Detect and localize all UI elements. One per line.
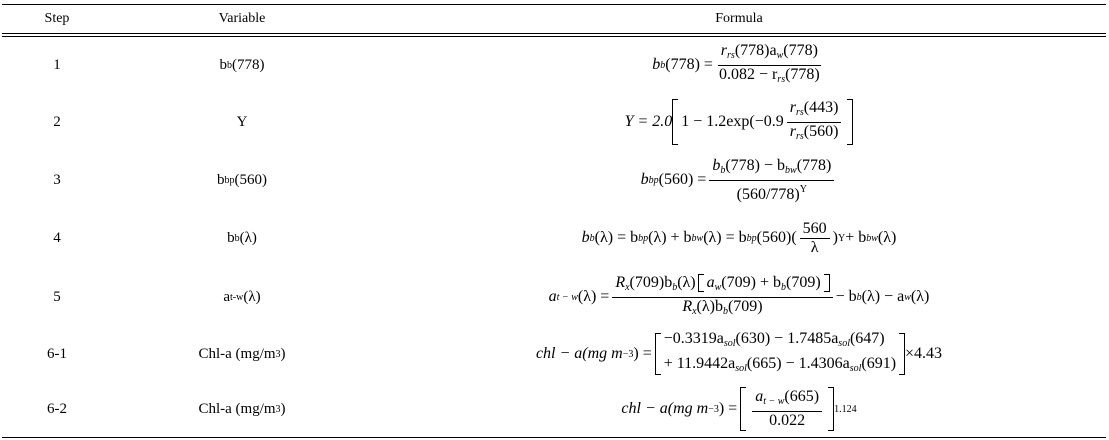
formula-4: b b (λ) = b bp (λ) + b bw (λ) = b bp (560)( $\frac{560}{\lambda}$ ) Y + b bw (λ) xyxy=(581,219,897,256)
table-row xyxy=(2,268,1106,326)
table-row xyxy=(2,210,1106,266)
table-row xyxy=(2,152,1106,208)
step-cell: 6-2 xyxy=(47,400,67,417)
formula-cell xyxy=(372,382,1106,436)
formula-3: b bp (560) = $\frac{b_b(778) - b_{bw}(778)}{(560/778)^Y}$ xyxy=(641,157,838,204)
table-row xyxy=(2,328,1106,380)
formula-1: b b (778) = $\frac{r_{rs}(778)a_w(778)}{0.082 - r_{rs}(778)}$ xyxy=(652,41,820,85)
formula-cell xyxy=(372,328,1106,380)
formula-cell xyxy=(372,94,1106,150)
step-cell: 1 xyxy=(53,56,61,73)
formula-5: a t − w (λ) = $\frac{R_x(709)b_b(\lambda) a_w(709) + b_b(709)}{R_x(\lambda)b_b(709)}$ − b b (λ) − a w (λ) xyxy=(548,273,930,317)
header-formula: Formula xyxy=(715,11,763,26)
formula-cell xyxy=(372,38,1106,92)
variable-cell: b bp (560) xyxy=(217,171,267,188)
header-step: Step xyxy=(44,11,70,26)
header-variable: Variable xyxy=(218,11,266,26)
header-rule-2 xyxy=(2,36,1106,37)
step-cell: 2 xyxy=(53,113,61,130)
variable-cell: Chl-a (mg/m 3 ) xyxy=(198,400,286,417)
variable-cell: b b (778) xyxy=(219,56,265,73)
step-cell: 5 xyxy=(53,288,61,305)
formula-6-1: chl − a(mg m −3 ) = $-0.3319a_{sol}(630) - 1.7485a_{sol}(647)$ + $11.9442a_{sol}(665) - 1.4306a_{sol}(691)$ ×4.43 xyxy=(535,330,943,374)
table-row xyxy=(2,382,1106,436)
step-cell: 6-1 xyxy=(47,345,67,362)
formula-cell xyxy=(372,152,1106,208)
bottom-rule xyxy=(2,437,1106,438)
variable-cell: Y xyxy=(236,113,248,130)
variable-cell: a t-w (λ) xyxy=(223,288,261,305)
formula-cell xyxy=(372,268,1106,326)
formula-2: Y = 2.0 1 − 1.2exp(−0.9 $\frac{r_{rs}(443)}{r_{rs}(560)}$ xyxy=(625,99,854,146)
step-cell: 3 xyxy=(53,171,61,188)
step-cell: 4 xyxy=(53,229,61,246)
table-row xyxy=(2,94,1106,150)
variable-cell: Chl-a (mg/m 3 ) xyxy=(198,345,286,362)
formula-cell xyxy=(372,210,1106,266)
variable-cell: b b (λ) xyxy=(227,229,257,246)
table-row xyxy=(2,38,1106,92)
formula-6-2: chl − a(mg m −3 ) = $\frac{a_{t - w}(665)}{0.022}$ 1.124 xyxy=(621,388,857,429)
header-rule-1 xyxy=(2,33,1106,34)
